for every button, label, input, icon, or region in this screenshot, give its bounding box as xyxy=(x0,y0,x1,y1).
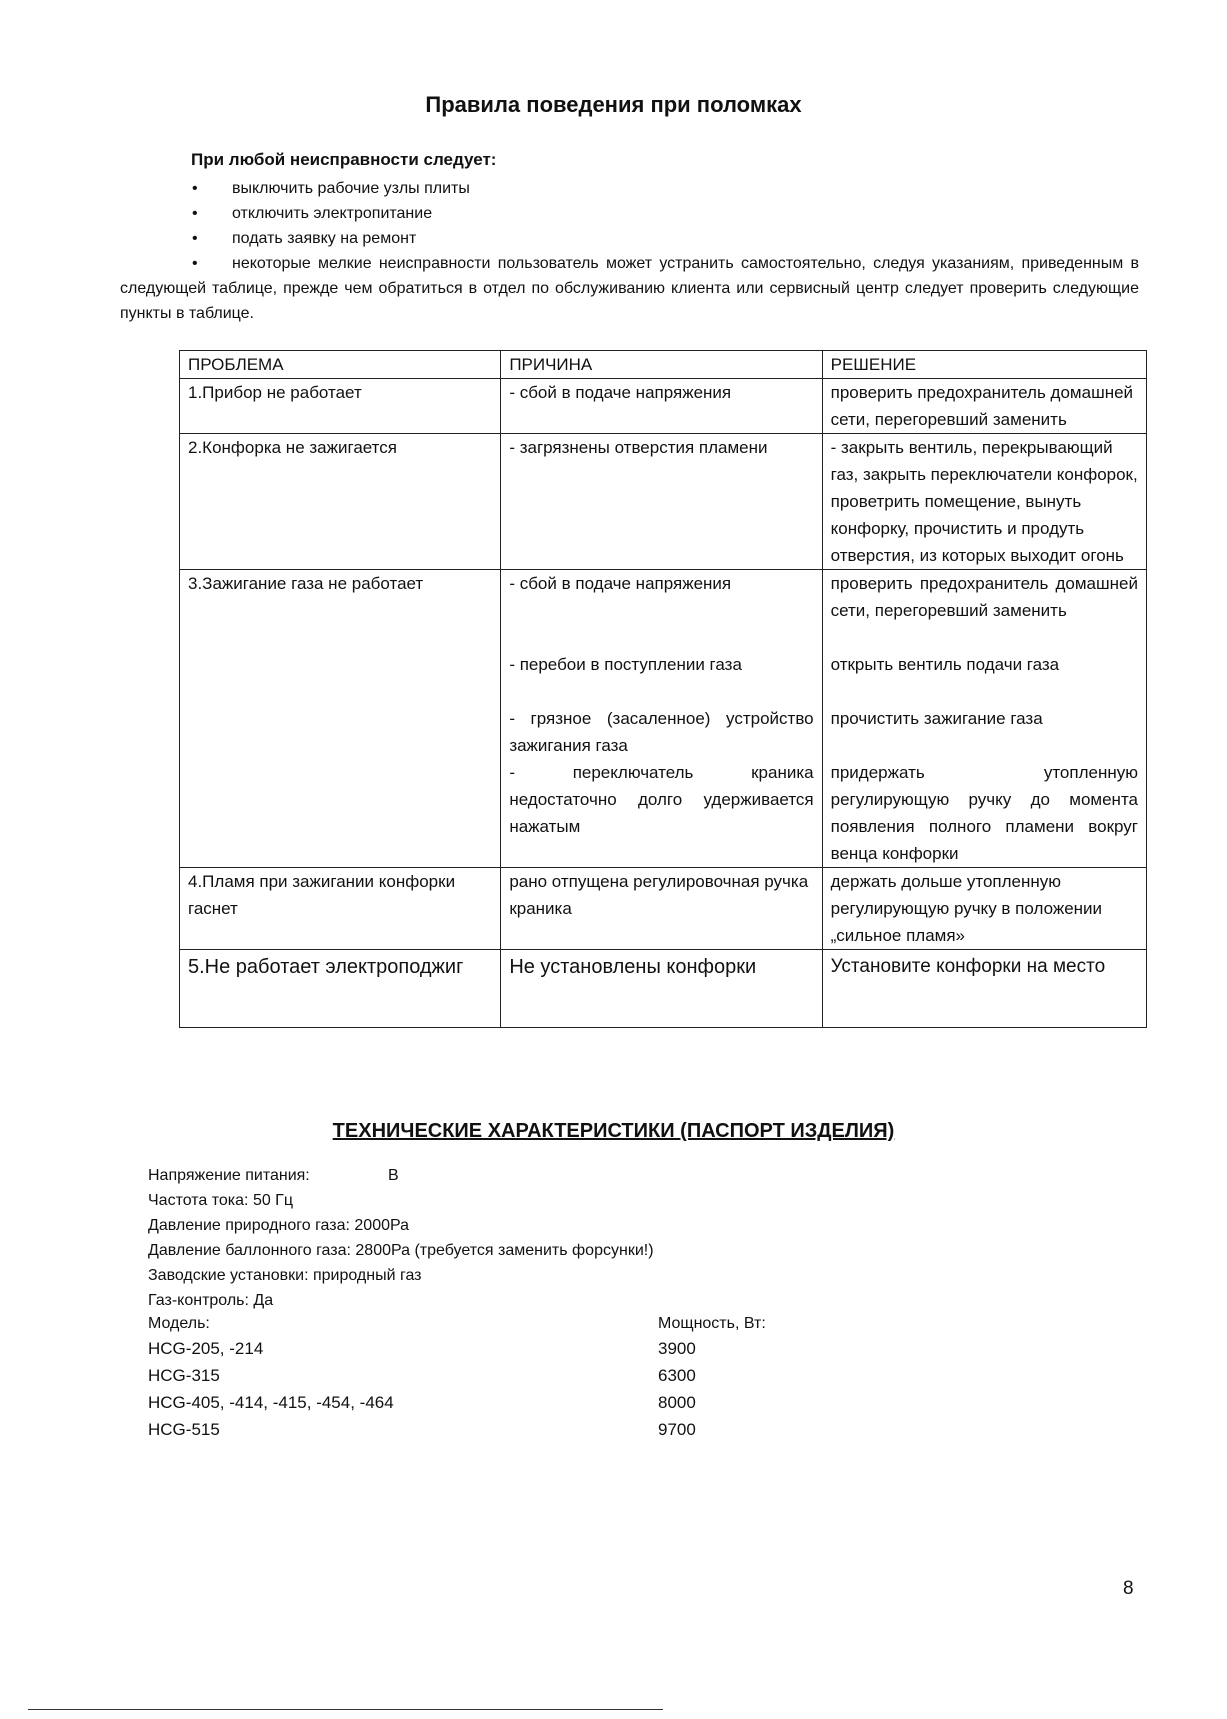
cause-item: - перебои в поступлении газа xyxy=(509,655,742,674)
header-problem: ПРОБЛЕМА xyxy=(180,351,501,379)
spec-gas-control: Газ-контроль: Да xyxy=(148,1292,274,1309)
table-row xyxy=(148,1416,848,1443)
specs-title: ТЕХНИЧЕСКИЕ ХАРАКТЕРИСТИКИ (ПАСПОРТ ИЗДЕЛИЯ) xyxy=(332,1120,895,1142)
table-row xyxy=(180,950,1147,1028)
model-power: 9700 xyxy=(658,1420,696,1439)
solution-cell: - закрыть вентиль, перекрывающий газ, закрыть переключатели конфорок, проветрить помещение, вынуть конфорку, прочистить и продуть отверстия, из которых выходит огонь xyxy=(822,434,1146,570)
problem-cell: 4.Пламя при зажигании конфорки гаснет xyxy=(180,868,501,950)
header-solution: РЕШЕНИЕ xyxy=(822,351,1146,379)
model-power: 3900 xyxy=(658,1339,696,1358)
solution-item: придержать утопленную регулирующую ручку до момента появления полного пламени вокруг венца конфорки xyxy=(830,763,1138,863)
spec-bottled-gas-pressure: Давление баллонного газа: 2800Ра (требуется заменить форсунки!) xyxy=(148,1242,654,1259)
problem-cell: 1.Прибор не работает xyxy=(180,379,501,434)
table-row xyxy=(148,1362,848,1389)
cause-cell: - загрязнены отверстия пламени xyxy=(501,434,822,570)
problem-cell: 5.Не работает электроподжиг xyxy=(180,950,501,1028)
cause-cell: рано отпущена регулировочная ручка краника xyxy=(501,868,822,950)
model-name: HCG-515 xyxy=(148,1420,220,1439)
table-row xyxy=(180,434,1147,570)
spec-factory-settings: Заводские установки: природный газ xyxy=(148,1267,422,1284)
spec-natural-gas-pressure: Давление природного газа: 2000Ра xyxy=(148,1217,410,1234)
table-row xyxy=(148,1389,848,1416)
solution-item: открыть вентиль подачи газа xyxy=(830,655,1060,674)
models-table xyxy=(148,1313,848,1443)
table-header-row xyxy=(180,351,1147,379)
table-row xyxy=(180,868,1147,950)
cause-item: - переключатель краника недостаточно долго удерживается нажатым xyxy=(509,763,814,836)
bullet-icon: • xyxy=(192,230,198,247)
page-title: Правила поведения при поломках xyxy=(425,92,802,117)
list-item: • отключить электропитание xyxy=(120,201,1139,226)
problem-cell: 2.Конфорка не зажигается xyxy=(180,434,501,570)
cause-cell xyxy=(501,570,822,868)
list-item: • выключить рабочие узлы плиты xyxy=(120,176,1139,201)
power-header: Мощность, Вт: xyxy=(658,1315,766,1332)
solution-cell xyxy=(822,570,1146,868)
model-name: HCG-205, -214 xyxy=(148,1339,264,1358)
spec-voltage: Напряжение питания: В xyxy=(148,1163,654,1188)
cause-cell: - сбой в подаче напряжения xyxy=(501,379,822,434)
intro-heading: При любой неисправности следует: xyxy=(191,150,497,169)
solution-item: прочистить зажигание газа xyxy=(830,709,1043,728)
problem-cell: 3.Зажигание газа не работает xyxy=(180,570,501,868)
model-power: 8000 xyxy=(658,1393,696,1412)
solution-cell: проверить предохранитель домашней сети, перегоревший заменить xyxy=(822,379,1146,434)
page-number: 8 xyxy=(1123,1578,1134,1599)
bottom-divider xyxy=(28,1709,663,1710)
table-row xyxy=(148,1335,848,1362)
cause-cell: Не установлены конфорки xyxy=(501,950,822,1028)
table-row xyxy=(180,570,1147,868)
model-header: Модель: xyxy=(148,1315,210,1332)
solution-item: проверить предохранитель домашней сети, перегоревший заменить xyxy=(830,574,1138,620)
model-name: HCG-405, -414, -415, -454, -464 xyxy=(148,1393,394,1412)
spec-frequency: Частота тока: 50 Гц xyxy=(148,1192,294,1209)
models-header-row xyxy=(148,1313,848,1335)
solution-cell: Установите конфорки на место xyxy=(822,950,1146,1028)
model-name: HCG-315 xyxy=(148,1366,220,1385)
list-item: • подать заявку на ремонт xyxy=(120,226,1139,251)
specs-list xyxy=(148,1163,654,1313)
bullet-list xyxy=(120,176,1139,251)
bullet-icon: • xyxy=(192,205,198,222)
bullet-icon: • xyxy=(192,180,198,197)
cause-item: - сбой в подаче напряжения xyxy=(509,574,732,593)
header-cause: ПРИЧИНА xyxy=(501,351,822,379)
solution-cell: держать дольше утопленную регулирующую ручку в положении „сильное пламя» xyxy=(822,868,1146,950)
cause-item: - грязное (засаленное) устройство зажигания газа xyxy=(509,709,814,755)
model-power: 6300 xyxy=(658,1366,696,1385)
table-row xyxy=(180,379,1147,434)
intro-paragraph: • некоторые мелкие неисправности пользователь может устранить самостоятельно, следуя указаниям, приведенным в следующей таблице, прежде чем обратиться в отдел по обслуживанию клиента или сервисный центр следует проверить следующие пункты в таблице. xyxy=(120,251,1139,326)
troubleshooting-table xyxy=(179,350,1147,1028)
bullet-icon: • xyxy=(192,255,198,272)
voltage-unit: В xyxy=(388,1167,399,1184)
